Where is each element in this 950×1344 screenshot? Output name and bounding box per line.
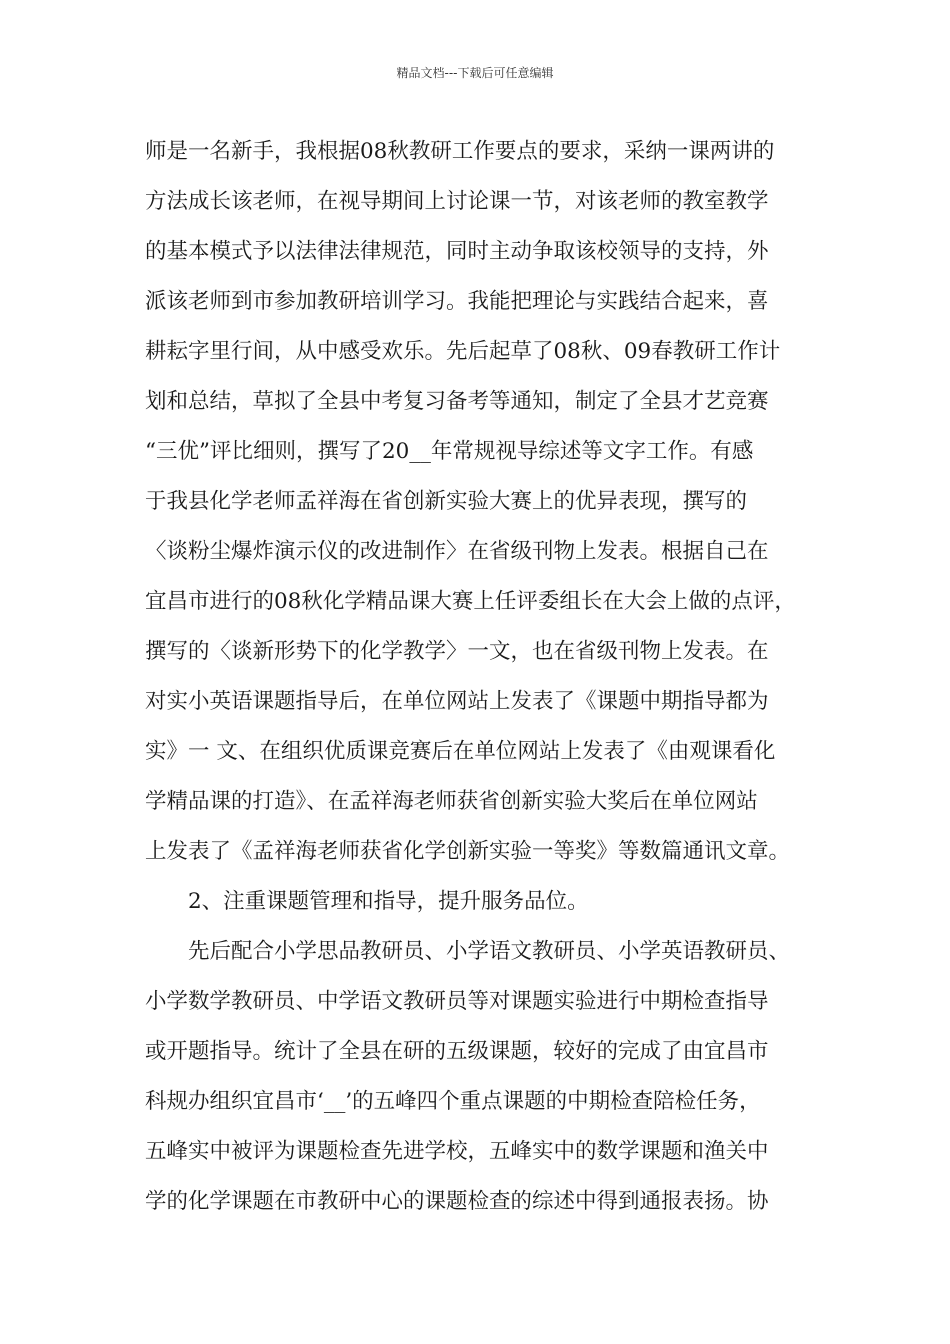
section-heading: 2、注重课题管理和指导，提升服务品位。 [188,889,589,914]
text-line: 派该老师到市参加教研培训学习。我能把理论与实践结合起来，喜 [145,289,769,314]
text-line: 方法成长该老师，在视导期间上讨论课一节，对该老师的教室教学 [145,189,769,214]
text-line: 对实小英语课题指导后，在单位网站上发表了《课题中期指导都为 [145,689,769,714]
document-body [145,131,825,1231]
text-line: 科规办组织宜昌市‘__’的五峰四个重点课题的中期检查陪检任务， [145,1089,761,1114]
text-line: 或开题指导。统计了全县在研的五级课题，较好的完成了由宜昌市 [145,1039,769,1064]
text-line: 小学数学教研员、中学语文教研员等对课题实验进行中期检查指导 [145,989,769,1014]
text-line: 宜昌市进行的08秋化学精品课大赛上任评委组长在大会上做的点评， [145,589,796,614]
text-line: 上发表了《孟祥海老师获省化学创新实验一等奖》等数篇通讯文章。 [145,839,791,864]
text-line: 实》一 文、在组织优质课竞赛后在单位网站上发表了《由观课看化 [145,739,776,764]
text-line: 学精品课的打造》、在孟祥海老师获省创新实验大奖后在单位网站 [145,789,758,814]
text-line: 耕耘字里行间，从中感受欢乐。先后起草了08秋、09春教研工作计 [145,339,781,364]
text-line: 划和总结，草拟了全县中考复习备考等通知，制定了全县才艺竞赛 [145,389,769,414]
text-line: 〈谈粉尘爆炸演示仪的改进制作〉在省级刊物上发表。根据自己在 [145,539,769,564]
text-line: 先后配合小学思品教研员、小学语文教研员、小学英语教研员、 [188,939,791,964]
text-line: 的基本模式予以法律法律规范，同时主动争取该校领导的支持，外 [145,239,769,264]
text-line: 学的化学课题在市教研中心的课题检查的综述中得到通报表扬。协 [145,1189,769,1214]
text-line: “三优”评比细则，撰写了20__年常规视导综述等文字工作。有感 [145,439,754,464]
text-line: 师是一名新手，我根据08秋教研工作要点的要求，采纳一课两讲的 [145,139,775,164]
text-line: 于我县化学老师孟祥海在省创新实验大赛上的优异表现，撰写的 [145,489,748,514]
text-line: 五峰实中被评为课题检查先进学校，五峰实中的数学课题和渔关中 [145,1139,769,1164]
text-line: 撰写的〈谈新形势下的化学教学〉一文，也在省级刊物上发表。在 [145,639,769,664]
page-header: 精品文档---下载后可任意编辑 [396,66,554,80]
